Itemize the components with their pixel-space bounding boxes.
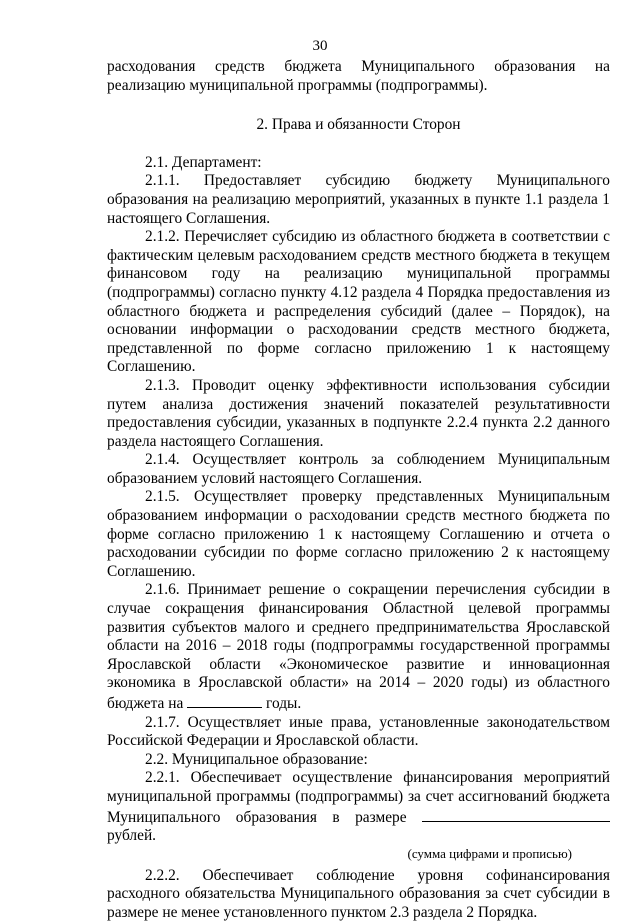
paragraph-2-1-6-end: годы. xyxy=(266,695,302,712)
sum-blank-field xyxy=(422,807,610,822)
section-heading: 2. Права и обязанности Сторон xyxy=(256,116,461,134)
paragraph-2-1-4: 2.1.4. Осуществляет контроль за соблюдением Муниципальным образованием условий настоящего Соглашения. xyxy=(107,451,610,487)
sum-field-caption: (сумма цифрами и прописью) xyxy=(407,845,572,861)
paragraph-2-1-7: 2.1.7. Осуществляет иные права, установленные законодательством Российской Федерации и Ярославской области. xyxy=(107,713,610,750)
paragraph-2-1-6-text: 2.1.6. Принимает решение о сокращении перечисления субсидии в случае сокращения финансирования Областной целевой программы развития субъектов малого и среднего предпринимательства Ярославской области на 2016 – 2018 годы (подпрограммы государственной программы Ярославской области «Экономическое развитие и инновационная экономика в Ярославской области» на 2014 – 2020 годы) из областного бюджета на xyxy=(107,581,610,712)
paragraph-2-1-3: 2.1.3. Проводит оценку эффективности использования субсидии путем анализа достижения значений показателей результативности предоставления субсидии, указанных в подпункте 2.2.4 пункта 2.2 данного раздела настоящего Соглашения. xyxy=(107,376,610,450)
paragraph-2-2-1-text: 2.2.1. Обеспечивает осуществление финансирования мероприятий муниципальной программы (подпрограммы) за счет ассигнований бюджета Муниципального образования в размере xyxy=(107,769,610,826)
paragraph-2-1-1: 2.1.1. Предоставляет субсидию бюджету Муниципального образования на реализацию мероприятий, указанных в пункте 1.1 раздела 1 настоящего Соглашения. xyxy=(107,172,610,227)
paragraph-2-1-6 xyxy=(107,581,610,713)
paragraph-2-1-title: 2.1. Департамент: xyxy=(145,153,262,171)
paragraph-2-2-1 xyxy=(107,769,610,845)
paragraph-2-1-2: 2.1.2. Перечисляет субсидию из областного бюджета в соответствии с фактическим целевым расходованием средств местного бюджета в текущем финансовом году на реализацию муниципальной программы (подпрограммы) согласно пункту 4.12 раздела 4 Порядка предоставления из областного бюджета и распределения субсидий (далее – Порядок), на основании информации о расходовании средств местного бюджета, представленной по форме согласно приложению 1 к настоящему Соглашению. xyxy=(107,228,610,376)
paragraph-2-2-title: 2.2. Муниципальное образование: xyxy=(145,750,368,768)
paragraph-2-1-5: 2.1.5. Осуществляет проверку представленных Муниципальным образованием информации о расходовании средств местного бюджета по форме согласно приложению 1 к настоящему Соглашению и отчета о расходовании субсидии по форме согласно приложению 2 к настоящему Соглашению. xyxy=(107,488,610,580)
paragraph-2-2-1-end: рублей. xyxy=(107,827,157,845)
paragraph-2-2-2: 2.2.2. Обеспечивает соблюдение уровня софинансирования расходного обязательства Муниципального образования за счет субсидии в размере не менее установленного пунктом 2.3 раздела 2 Порядка. xyxy=(107,866,610,921)
paragraph-continuation: расходования средств бюджета Муниципального образования на реализацию муниципальной программы (подпрограммы). xyxy=(107,58,610,94)
document-body xyxy=(107,58,610,923)
year-blank-field xyxy=(187,693,262,708)
page-number: 30 xyxy=(312,38,328,54)
